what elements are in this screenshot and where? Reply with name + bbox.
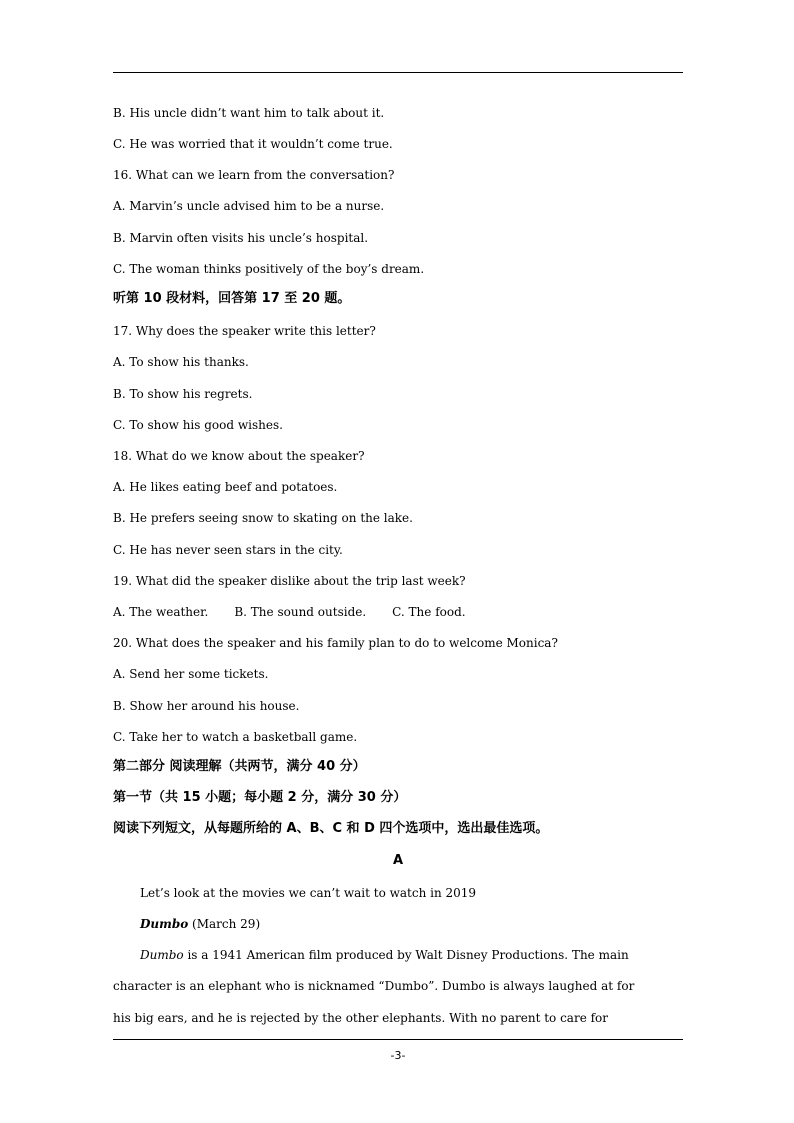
question-16: 16. What can we learn from the conversation?: [113, 168, 395, 182]
option-20c: C. Take her to watch a basketball game.: [113, 730, 358, 744]
section-heading-material-10: 听第 10 段材料，回答第 17 至 20 题。: [113, 291, 351, 306]
option-20b: B. Show her around his house.: [113, 699, 300, 713]
option-16a: A. Marvin’s uncle advised him to be a nurse.: [113, 199, 385, 213]
question-20: 20. What does the speaker and his family plan to do to welcome Monica?: [113, 636, 558, 650]
option-19c: C. The food.: [392, 605, 466, 619]
option-19b: B. The sound outside.: [234, 605, 367, 619]
movie-heading: [140, 916, 720, 932]
option-18a: A. He likes eating beef and potatoes.: [113, 480, 338, 494]
header-rule: [113, 72, 683, 73]
passage-line-2: character is an elephant who is nicknamed “Dumbo”. Dumbo is always laughed at for: [113, 979, 635, 993]
option-17a: A. To show his thanks.: [113, 355, 249, 369]
option-15c: C. He was worried that it wouldn’t come true.: [113, 137, 393, 151]
movie-date: (March 29): [188, 917, 261, 931]
movie-title: Dumbo: [140, 917, 189, 931]
option-18c: C. He has never seen stars in the city.: [113, 543, 343, 557]
question-19: 19. What did the speaker dislike about the trip last week?: [113, 574, 466, 588]
options-19: [113, 604, 693, 620]
option-16c: C. The woman thinks positively of the boy’s dream.: [113, 262, 425, 276]
page-number: -3-: [390, 1049, 406, 1062]
option-17b: B. To show his regrets.: [113, 387, 253, 401]
option-15b: B. His uncle didn’t want him to talk about it.: [113, 106, 385, 120]
passage-title: Let’s look at the movies we can’t wait to watch in 2019: [140, 886, 477, 900]
passage-label: A: [392, 853, 404, 868]
footer-rule: [113, 1039, 683, 1040]
part-two-heading: 第二部分 阅读理解（共两节，满分 40 分）: [113, 759, 366, 774]
option-17c: C. To show his good wishes.: [113, 418, 283, 432]
question-17: 17. Why does the speaker write this letter?: [113, 324, 376, 338]
question-18: 18. What do we know about the speaker?: [113, 449, 365, 463]
option-19a: A. The weather.: [113, 605, 209, 619]
reading-instructions: 阅读下列短文，从每题所给的 A、B、C 和 D 四个选项中，选出最佳选项。: [113, 821, 549, 836]
passage-line-1-text: is a 1941 American film produced by Walt Disney Productions. The main: [183, 948, 629, 962]
option-20a: A. Send her some tickets.: [113, 667, 269, 681]
option-16b: B. Marvin often visits his uncle’s hospital.: [113, 231, 369, 245]
passage-line-1: [140, 947, 720, 963]
option-18b: B. He prefers seeing snow to skating on the lake.: [113, 511, 413, 525]
movie-title-inline: Dumbo: [140, 948, 184, 962]
passage-line-3: his big ears, and he is rejected by the other elephants. With no parent to care for: [113, 1011, 609, 1025]
section-one-heading: 第一节（共 15 小题；每小题 2 分，满分 30 分）: [113, 790, 407, 805]
